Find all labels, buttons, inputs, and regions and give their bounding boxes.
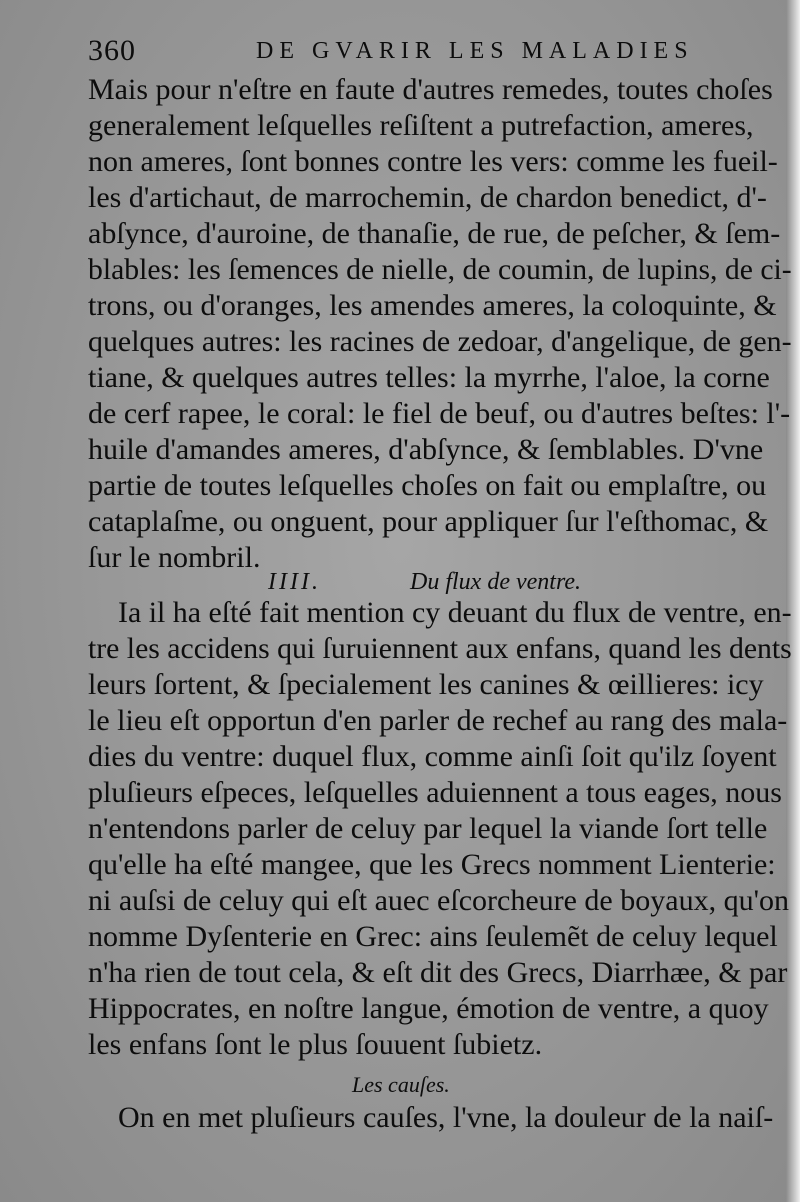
text-line: cataplaſme, ou onguent, pour appliquer ſur l'eſthomac, &	[88, 505, 769, 538]
text-line: generalement leſquelles reſiſtent a putrefaction, ameres,	[88, 109, 754, 142]
text-line: n'entendons parler de celuy par lequel la viande ſort telle	[88, 812, 768, 845]
running-title: DE GVARIR LES MALADIES	[256, 38, 694, 64]
section-number: IIII.	[268, 569, 321, 595]
text-line: non ameres, ſont bonnes contre les vers: comme les fueil-	[88, 145, 778, 178]
text-line: leurs ſortent, & ſpecialement les canines & œillieres: icy	[88, 668, 764, 701]
text-line: ni auſsi de celuy qui eſt auec eſcorcheure de boyaux, qu'on	[88, 884, 789, 917]
subheading-causes: Les cauſes.	[352, 1072, 450, 1097]
page-header	[88, 30, 788, 70]
text-line: qu'elle ha eſté mangee, que les Grecs nomment Lienterie:	[88, 848, 776, 881]
text-line: tiane, & quelques autres telles: la myrrhe, l'aloe, la corne	[88, 361, 770, 394]
text-line: le lieu eſt opportun d'en parler de rechef au rang des mala-	[88, 704, 788, 737]
text-line: les enfans ſont le plus ſouuent ſubietz.	[88, 1028, 543, 1061]
text-line: trons, ou d'oranges, les amendes ameres, la coloquinte, &	[88, 289, 777, 322]
text-line: quelques autres: les racines de zedoar, d'angelique, de gen-	[88, 325, 792, 358]
text-line: n'ha rien de tout cela, & eſt dit des Grecs, Diarrhæe, & par	[88, 956, 788, 989]
text-line: blables: les ſemences de nielle, de coumin, de lupins, de ci-	[88, 253, 792, 286]
text-line: Hippocrates, en noſtre langue, émotion de ventre, a quoy	[88, 992, 769, 1025]
text-line: nomme Dyſenterie en Grec: ains ſeulemẽt de celuy lequel	[88, 920, 778, 953]
text-line: de cerf rapee, le coral: le fiel de beuf, ou d'autres beſtes: l'-	[88, 397, 791, 430]
text-line: dies du ventre: duquel flux, comme ainſi ſoit qu'ilz ſoyent	[88, 740, 777, 773]
text-line: partie de toutes leſquelles choſes on fait ou emplaſtre, ou	[88, 469, 767, 502]
section-title: Du flux de ventre.	[410, 569, 582, 595]
text-line: On en met pluſieurs cauſes, l'vne, la douleur de la naiſ-	[118, 1101, 774, 1134]
text-line: pluſieurs eſpeces, leſquelles aduiennent a tous eages, nous	[88, 776, 782, 809]
text-line: Ia il ha eſté fait mention cy deuant du flux de ventre, en-	[118, 596, 792, 629]
page-number: 360	[88, 34, 136, 67]
text-line: tre les accidens qui ſuruiennent aux enfans, quand les dents	[88, 632, 792, 665]
text-line: Mais pour n'eſtre en faute d'autres remedes, toutes choſes	[88, 73, 773, 106]
text-line: ſur le nombril.	[88, 541, 261, 574]
text-line: les d'artichaut, de marrochemin, de chardon benedict, d'-	[88, 181, 767, 214]
text-line: huile d'amandes ameres, d'abſynce, & ſemblables. D'vne	[88, 433, 764, 466]
text-line: abſynce, d'auroine, de thanaſie, de rue, de peſcher, & ſem-	[88, 217, 781, 250]
